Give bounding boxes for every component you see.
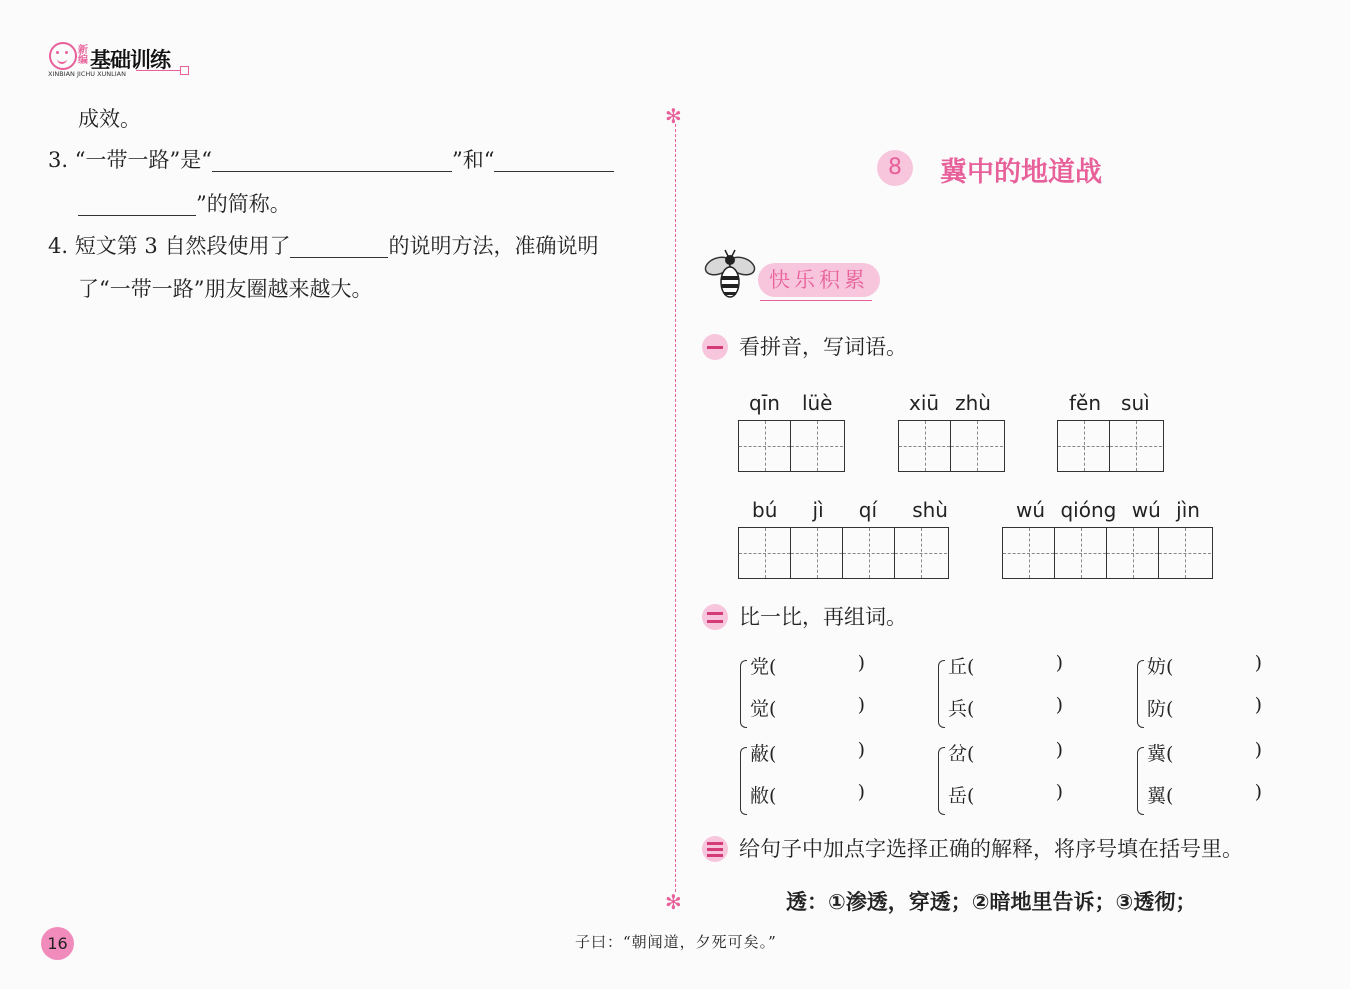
paren-close[interactable]: ) <box>1055 739 1063 761</box>
logo-pinyin: XINBIAN JICHU XUNLIAN <box>48 70 126 78</box>
logo-square-icon <box>180 66 189 75</box>
pinyin: qióng <box>1060 498 1117 522</box>
bee-icon <box>700 248 760 304</box>
q3-badge <box>702 836 728 862</box>
q1-item-5-pinyin <box>1016 499 1200 521</box>
q1-item-5-boxes[interactable] <box>1002 527 1213 579</box>
paren-close[interactable]: ) <box>1055 652 1063 674</box>
lesson-title: 冀中的地道战 <box>940 157 1102 188</box>
paren-close[interactable]: ) <box>1254 694 1262 716</box>
left-q3-line <box>48 148 614 172</box>
q1-item-2-pinyin <box>909 392 991 414</box>
pinyin: jìn <box>1176 498 1200 522</box>
logo-prefix: 新编 <box>78 45 88 66</box>
left-q3-line-2 <box>78 192 291 216</box>
pinyin: fěn <box>1069 391 1102 415</box>
paren-close[interactable]: ) <box>857 694 865 716</box>
pinyin: qīn <box>749 391 780 415</box>
q3-prompt: 给句子中加点字选择正确的解释，将序号填在括号里。 <box>739 837 1243 861</box>
logo-title: 基础训练 <box>90 48 170 72</box>
paren-close[interactable]: ) <box>1055 694 1063 716</box>
pinyin: wú <box>1131 498 1161 522</box>
q1-prompt: 看拼音，写词语。 <box>739 335 907 359</box>
q1-item-1-pinyin <box>749 392 832 414</box>
q1-item-4-boxes[interactable] <box>738 527 949 579</box>
q2-pair-3 <box>1137 652 1262 726</box>
pair-char: 蔽( <box>750 743 777 765</box>
pair-char: 兵( <box>948 698 975 720</box>
q4-text-b: 的说明方法，准确说明 <box>388 234 599 258</box>
q4-text-a: 短文第 3 自然段使用了 <box>74 234 291 258</box>
q3-text-c: ”的简称。 <box>196 192 291 216</box>
q2-badge <box>702 604 728 630</box>
pair-char: 岔( <box>948 743 975 765</box>
q1-item-4-pinyin <box>752 499 948 521</box>
pair-char: 觉( <box>750 698 777 720</box>
q3-blank-2[interactable] <box>494 151 614 172</box>
q3-blank-2-cont[interactable] <box>78 195 196 216</box>
q2-pair-2 <box>938 652 1063 726</box>
q2-pair-4 <box>740 739 865 813</box>
q1-badge <box>702 334 728 360</box>
pair-char: 妨( <box>1147 656 1174 678</box>
pair-char: 防( <box>1147 698 1174 720</box>
paren-close[interactable]: ) <box>1254 652 1262 674</box>
pair-char: 丘( <box>948 656 975 678</box>
pair-char: 翼( <box>1147 785 1174 807</box>
pinyin: qí <box>858 498 878 522</box>
q1-item-3-boxes[interactable] <box>1057 420 1164 472</box>
logo-line <box>136 70 180 71</box>
section-banner: 快乐积累 <box>758 263 880 297</box>
brand-logo <box>46 40 191 80</box>
pinyin: wú <box>1016 498 1046 522</box>
pair-char: 岳( <box>948 785 975 807</box>
q4-blank[interactable] <box>290 237 388 258</box>
paren-close[interactable]: ) <box>857 739 865 761</box>
paren-close[interactable]: ) <box>1254 739 1262 761</box>
q2-pair-6 <box>1137 739 1262 813</box>
pinyin: lüè <box>801 391 833 415</box>
pinyin: suì <box>1121 391 1150 415</box>
pair-char: 党( <box>750 656 777 678</box>
q1-item-3-pinyin <box>1069 392 1150 414</box>
pinyin: jì <box>812 498 824 522</box>
q1-item-2-boxes[interactable] <box>898 420 1005 472</box>
paren-close[interactable]: ) <box>857 781 865 803</box>
left-line-1: 成效。 <box>78 107 141 131</box>
q1-item-1-boxes[interactable] <box>738 420 845 472</box>
page-divider <box>675 124 676 892</box>
q3-text-b: ”和“ <box>451 148 495 172</box>
footer-quote: 子曰：“朝闻道，夕死可矣。” <box>575 933 777 951</box>
q3-definition: 透：①渗透，穿透；②暗地里告诉；③透彻； <box>786 890 1197 914</box>
q4-number: 4. <box>48 234 69 258</box>
left-q4-line <box>48 234 598 258</box>
q2-prompt: 比一比，再组词。 <box>739 605 907 629</box>
pair-char: 敝( <box>750 785 777 807</box>
star-icon: ✻ <box>665 104 682 128</box>
pinyin: xiū <box>909 391 940 415</box>
q3-number: 3. <box>48 148 69 172</box>
pinyin: shù <box>912 498 948 522</box>
q3-blank-1[interactable] <box>212 151 452 172</box>
paren-close[interactable]: ) <box>1055 781 1063 803</box>
page-number: 16 <box>41 927 74 960</box>
pinyin: zhù <box>955 391 991 415</box>
q3-text-a: “一带一路”是“ <box>74 148 212 172</box>
paren-close[interactable]: ) <box>1254 781 1262 803</box>
q4-text-c: 了“一带一路”朋友圈越来越大。 <box>78 277 373 301</box>
lesson-number: 8 <box>877 150 913 186</box>
pinyin: bú <box>752 498 778 522</box>
q2-pair-5 <box>938 739 1063 813</box>
paren-close[interactable]: ) <box>857 652 865 674</box>
pair-char: 冀( <box>1147 743 1174 765</box>
q2-pair-1 <box>740 652 865 726</box>
smiley-icon <box>49 42 77 70</box>
star-icon: ✻ <box>665 890 682 914</box>
banner-underline <box>760 300 872 301</box>
